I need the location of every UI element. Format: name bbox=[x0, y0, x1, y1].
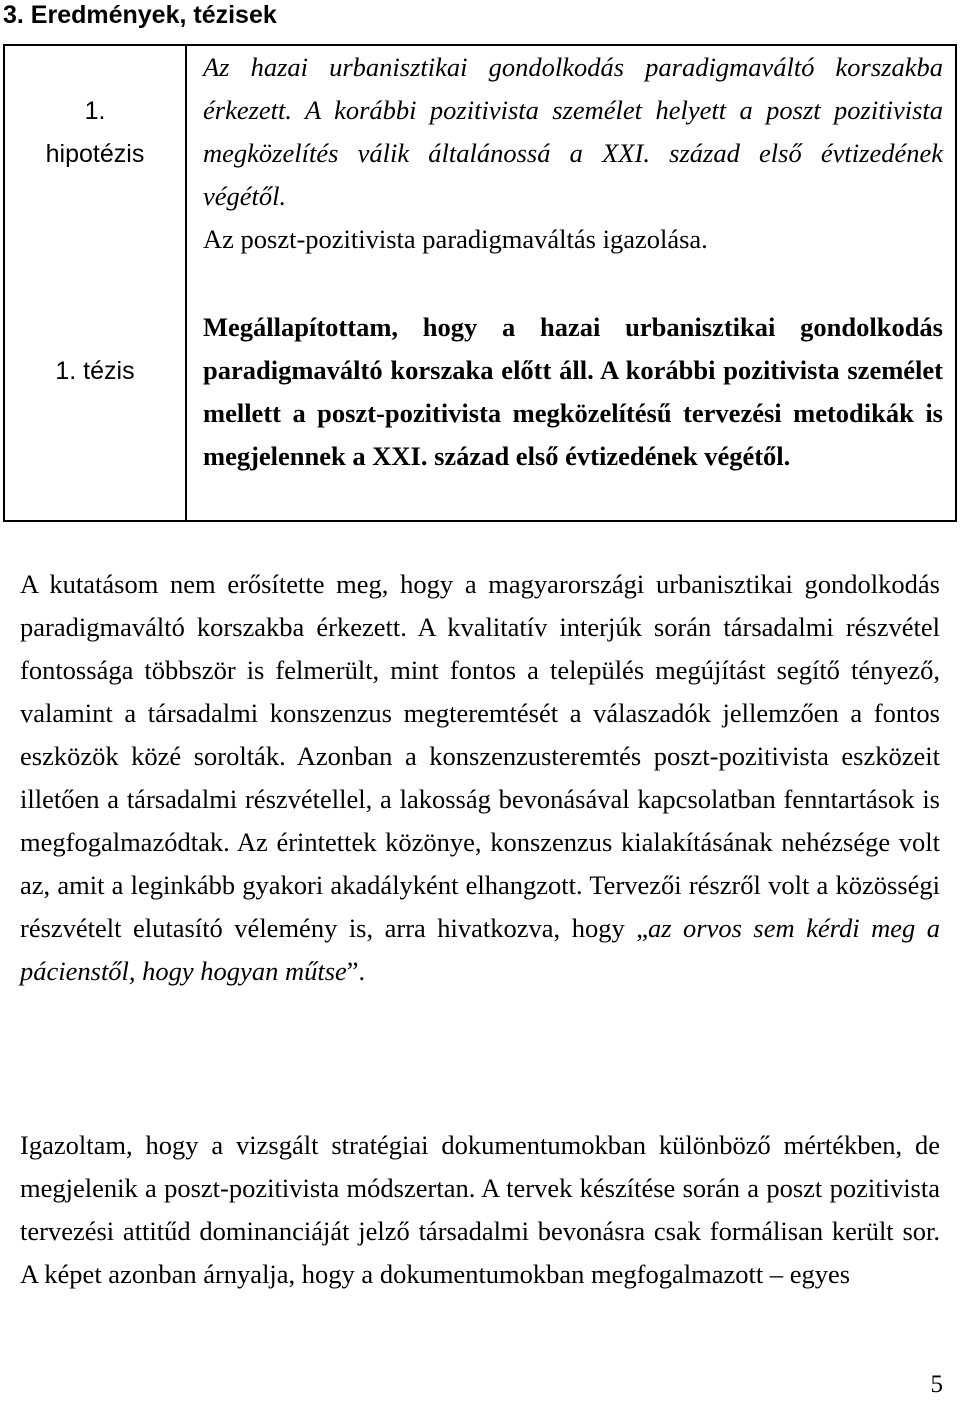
paragraph-findings-quote: az orvos sem kérdi meg a pácienstől, hogy hogyan műtse bbox=[20, 913, 940, 986]
hypothesis-label-word: hipotézis bbox=[45, 140, 145, 168]
section-heading: 3. Eredmények, tézisek bbox=[3, 1, 277, 29]
hypothesis-label-number: 1. bbox=[84, 97, 106, 125]
hypothesis-label bbox=[5, 90, 185, 176]
thesis-text: Megállapítottam, hogy a hazai urbanisztikai gondolkodás paradigmaváltó korszaka előtt áll. A korábbi pozitivista személet mellett a poszt-pozitivista megközelítésű tervezési metodikák is megjelennek a XXI. század első évtizedének végétől. bbox=[203, 312, 943, 471]
hypothesis-thesis-table bbox=[3, 44, 957, 522]
table-column-divider bbox=[185, 46, 187, 520]
thesis-label: 1. tézis bbox=[55, 357, 135, 385]
paragraph-findings-body: A kutatásom nem erősítette meg, hogy a magyarországi urbanisztikai gondolkodás paradigmaváltó korszakba érkezett. A kvalitatív interjúk során társadalmi részvétel fontossága többször is felmerült, mint fontos a település megújítást segítő tényező, valamint a társadalmi konszenzus megteremtését a válaszadók jellemzően a fontos eszközök közé sorolták. Azonban a konszenzusteremtés poszt-pozitivista eszközeit illetően a társadalmi részvétellel, a lakosság bevonásával kapcsolatban fenntartások is megfogalmazódtak. Az érintettek közönye, konszenzus kialakításának nehézsége volt az, amit a leginkább gyakori akadályként elhangzott. Tervezői részről volt a közösségi részvételt elutasító vélemény is, arra hivatkozva, hogy „ bbox=[20, 569, 940, 943]
hypothesis-text: Az hazai urbanisztikai gondolkodás paradigmaváltó korszakba érkezett. A korábbi pozitivista személet helyett a poszt pozitivista megközelítés válik általánossá a XXI. század első évtizedének végétől. bbox=[203, 52, 943, 211]
paragraph-findings-end: ”. bbox=[346, 956, 366, 986]
paragraph-findings bbox=[20, 563, 940, 993]
hypothesis-result: Az poszt-pozitivista paradigmaváltás igazolása. bbox=[203, 224, 708, 254]
paragraph-verification: Igazoltam, hogy a vizsgált stratégiai dokumentumokban különböző mértékben, de megjelenik a poszt-pozitivista módszertan. A tervek készítése során a poszt pozitivista tervezési attitűd dominanciáját jelző társadalmi bevonásra csak formálisan került sor. A képet azonban árnyalja, hogy a dokumentumokban megfogalmazott – egyes bbox=[20, 1130, 940, 1289]
page-number: 5 bbox=[930, 1371, 943, 1398]
